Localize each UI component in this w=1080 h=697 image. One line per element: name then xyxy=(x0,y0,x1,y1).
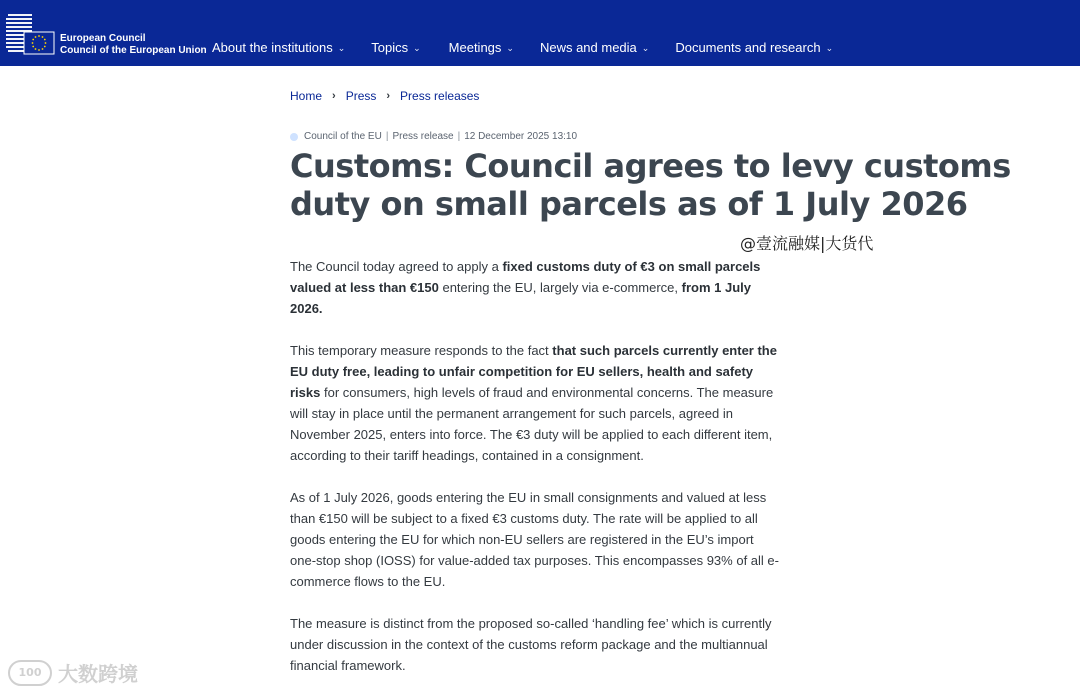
bold-text-run: fixed customs duty of €3 on small parcels valued at less than €150 xyxy=(290,259,761,295)
breadcrumb xyxy=(290,89,479,103)
org-name[interactable] xyxy=(60,33,207,57)
nav-item-about-institutions[interactable] xyxy=(202,40,355,55)
chevron-right-icon: › xyxy=(332,90,336,102)
eu-council-logo[interactable] xyxy=(6,13,56,55)
breadcrumb-press[interactable]: Press xyxy=(345,89,377,103)
nav-item-documents-research[interactable] xyxy=(665,40,843,55)
watermark-brand: 大数跨境 xyxy=(58,662,138,686)
council-dot-icon xyxy=(290,133,298,141)
nav-item-topics[interactable] xyxy=(361,40,430,55)
bold-text-run: that such parcels currently enter the EU duty free, leading to unfair competition for EU sellers, health and safety risks xyxy=(290,343,777,400)
article-meta xyxy=(290,131,577,142)
nav-item-news-media[interactable] xyxy=(530,40,659,55)
meta-type: Press release xyxy=(392,131,454,142)
meta-divider: | xyxy=(385,131,389,142)
bottom-watermark xyxy=(8,658,138,687)
article-body xyxy=(290,256,782,697)
org-name-line2: Council of the European Union xyxy=(60,45,207,56)
text-run: entering the EU, largely via e-commerce, xyxy=(438,280,682,295)
org-name-line1: European Council xyxy=(60,33,146,44)
text-run: The Council today agreed to apply a xyxy=(290,259,503,274)
nav-item-label: News and media xyxy=(539,40,637,55)
meta-source: Council of the EU xyxy=(304,131,382,142)
nav-item-label: Documents and research xyxy=(675,40,821,55)
chevron-down-icon: ⌄ xyxy=(337,43,346,53)
text-run: The measure is distinct from the proposed so-called ‘handling fee’ which is currently under discussion in the context of the customs reform package and the multiannual financial framework. xyxy=(290,616,772,673)
article-paragraph xyxy=(290,613,782,676)
nav-item-label: Meetings xyxy=(448,40,502,55)
chevron-down-icon: ⌄ xyxy=(825,43,834,53)
text-run: for consumers, high levels of fraud and environmental concerns. The measure will stay in place until the permanent arrangement for such parcels, agreed in November 2025, enters into force. The €3 duty will be applied to each different item, according to their tariff headings, contained in a consignment. xyxy=(290,385,774,463)
breadcrumb-home[interactable]: Home xyxy=(290,89,323,103)
article-paragraph xyxy=(290,256,782,319)
nav-item-label: About the institutions xyxy=(212,40,333,55)
text-run: As of 1 July 2026, goods entering the EU in small consignments and valued at less than €150 will be subject to a fixed €3 customs duty. The rate will be applied to all goods entering the EU for which non-EU sellers are registered in the EU’s import one-stop shop (IOSS) for value-added tax purposes. This encompasses 93% of all e-commerce flows to the EU. xyxy=(290,490,779,589)
page-title: Customs: Council agrees to levy customs duty on small parcels as of 1 July 2026 xyxy=(290,147,1011,223)
meta-datetime: 12 December 2025 13:10 xyxy=(464,131,578,142)
watermark-badge: 100 xyxy=(8,660,52,686)
chevron-down-icon: ⌄ xyxy=(641,43,650,53)
nav-item-meetings[interactable] xyxy=(439,40,524,55)
chevron-down-icon: ⌄ xyxy=(506,43,514,53)
text-run: This temporary measure responds to the fact xyxy=(290,343,553,358)
chevron-down-icon: ⌄ xyxy=(413,43,421,53)
main-navigation xyxy=(202,40,843,55)
article-paragraph xyxy=(290,487,782,592)
nav-item-label: Topics xyxy=(371,40,409,55)
breadcrumb-press-releases[interactable]: Press releases xyxy=(400,89,480,103)
bold-text-run: from 1 July 2026. xyxy=(290,280,751,316)
article-paragraph xyxy=(290,340,782,466)
chevron-right-icon: › xyxy=(386,90,391,102)
top-navigation-bar xyxy=(0,0,1080,66)
watermark-text: @壹流融媒|大货代 xyxy=(740,234,874,253)
meta-divider: | xyxy=(457,131,461,142)
